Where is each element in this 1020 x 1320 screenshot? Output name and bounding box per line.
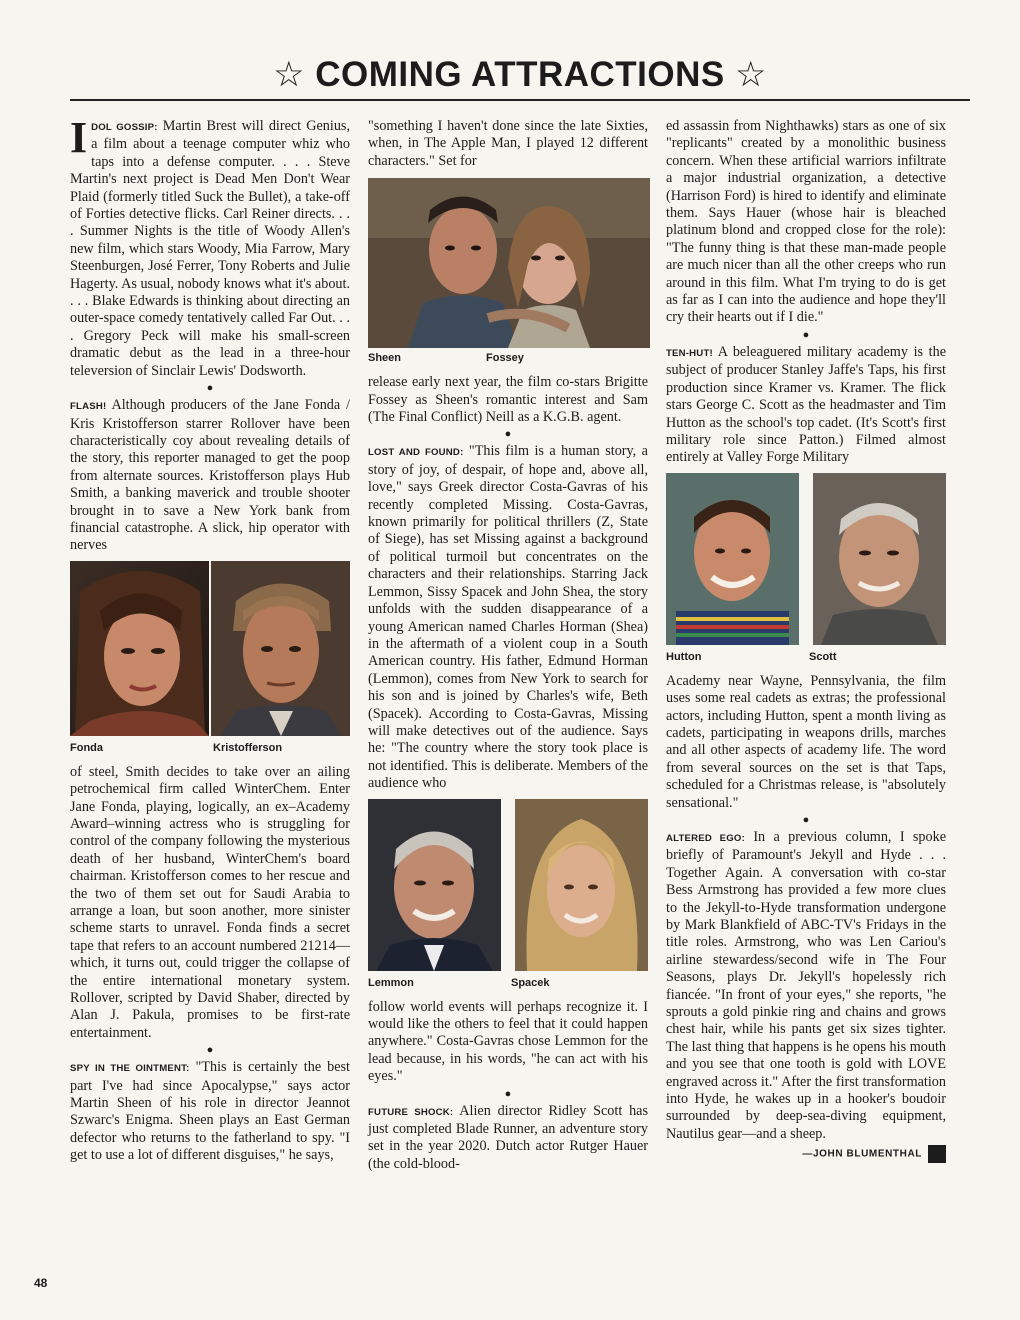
section-label-ten-hut: TEN-HUT! <box>666 347 713 359</box>
section-label-spy: SPY IN THE OINTMENT: <box>70 1063 190 1075</box>
photo-kristofferson <box>211 561 350 736</box>
lost-found-paragraph <box>368 443 648 792</box>
dropcap: I <box>70 113 88 162</box>
caption-row-3 <box>368 975 648 991</box>
fonda-portrait-image <box>70 561 209 736</box>
idol-gossip-paragraph <box>70 113 350 380</box>
masthead <box>70 52 970 100</box>
missing-continued-paragraph: follow world events will perhaps recognize it. I would like the others to feel that it could happen anywhere." Costa-Gavras chose Lemmon for the lead because, in his words, "he can act with his eyes." <box>368 998 648 1085</box>
photo-lemmon <box>368 799 501 971</box>
photo-fonda <box>70 561 209 736</box>
altered-ego-paragraph <box>666 829 946 1143</box>
section-label-flash: FLASH! <box>70 401 107 413</box>
spacek-portrait-image <box>515 799 648 971</box>
title-rule <box>70 99 970 101</box>
caption-spacek: Spacek <box>511 976 550 989</box>
caption-row-1 <box>70 740 350 756</box>
caption-fossey: Fossey <box>486 352 524 365</box>
caption-row-2 <box>368 350 648 366</box>
photo-row-lemmon-spacek <box>368 799 648 971</box>
blade-runner-paragraph: ed assassin from Nighthawks) stars as one of six "replicants" created by a monolithic business concern. When these artificial warriors infiltrate a major industrial organization, a detective (Harrison Ford) is hired to identify and eliminate them. Says Hauer (whose hair is bleached platinum blond and cropped close for the role): "The funny thing is that these man-made people are much nicer than all the other creeps who run around in this film. What I'm trying to do is get as far as I can into the audience and hope they'll cry their hearts out if I die." <box>666 118 946 326</box>
scott-portrait-image <box>813 473 946 645</box>
section-divider-dot: ● <box>206 382 214 395</box>
ten-hut-paragraph <box>666 344 946 467</box>
lost-found-text: "This film is a human story, a story of joy, of despair, of hope and, above all, love," says Greek director Costa-Gavras of his recently completed Missing. Costa-Gavras, known primarily for political thrillers (Z, State of Siege), has set Missing against a background of political turmoil but concentrates on the characters and their relationships. Starring Jack Lemmon, Sissy Spacek and John Shea, the story unfolds with the sudden disappearance of a young American named Charles Horman (Shea) in the aftermath of a violent coup in a South American country. His father, Edmund Horman (Lemmon), comes from New York to search for his son and is joined by Charles's wife, Beth (Spacek). According to Costa-Gavras, Missing will make detectives out of the audience. Says he: "The country where the story took place is not identified. This is deliberate. Members of the audience who <box>368 443 648 792</box>
spy-paragraph <box>70 1059 350 1164</box>
future-shock-paragraph <box>368 1103 648 1174</box>
sheen-continued-paragraph: "something I haven't done since the late Sixties, when, in The Apple Man, I played 12 different characters." Set for <box>368 118 648 169</box>
section-divider-dot: ● <box>802 813 810 826</box>
section-divider-dot: ● <box>802 328 810 341</box>
section-divider-dot: ● <box>504 1087 512 1100</box>
section-label-lost-found: LOST AND FOUND: <box>368 447 464 459</box>
altered-ego-text: In a previous column, I spoke briefly of Paramount's Jekyll and Hyde . . . Together Again. A conversation with co-star Bess Armstrong has provided a few more clues to the Jekyll-to-Hyde transformation undergone by Mark Blankfield of ABC-TV's Fridays in the title roles. Armstrong, who was Len Cariou's airline stewardess/second wife in The Four Seasons, plays Dr. Jekyll's hopelessly rich fiancée. "In front of your eyes," she reports, "he sprouts a gold pinkie ring and chains and grows chest hair, while his pants get six sizes tighter. The last thing that happens is he opens his mouth and you see that one tooth is gold with LOVE engraved across it." After the first transformation into Hyde, he wakes up in a hooker's boudoir surrounded by deep-sea-diving equipment, Nautilus gear—and a sheep. <box>666 828 946 1142</box>
photo-row-hutton-scott <box>666 473 946 645</box>
byline <box>666 1145 946 1163</box>
idol-gossip-text: Martin Brest will direct Genius, a film about a teenage computer whiz who taps into a defense computer. . . . Steve Martin's next project is Dead Men Don't Wear Plaid (formerly titled Suck the Bullet), a take-off of Forties detective flicks. Carl Reiner directs. . . . Summer Nights is the title of Woody Allen's new film, which stars Woody, Mia Farrow, Mary Steenburgen, José Ferrer, Tony Roberts and Julie Hagerty. As usual, nobody knows what it's about. . . . Blake Edwards is thinking about directing an outer-space comedy tentatively called Far Out. . . . Gregory Peck will make his small-screen dramatic debut as the lead in a three-hour televersion of Sinclair Lewis' Dodsworth. <box>70 118 350 379</box>
section-divider-dot: ● <box>206 1044 214 1057</box>
sheen-fossey-image <box>368 178 650 348</box>
section-label-future-shock: FUTURE SHOCK: <box>368 1106 454 1118</box>
future-shock-text: Alien director Ridley Scott has just completed Blade Runner, an adventure story set in the year 2020. Dutch actor Rutger Hauer (the cold-blood- <box>368 1102 648 1172</box>
column-1 <box>70 113 351 1165</box>
photo-row-fonda-kristofferson <box>70 561 350 736</box>
section-label-idol-gossip: DOL GOSSIP: <box>91 122 158 133</box>
kristofferson-portrait-image <box>211 561 350 736</box>
column-3 <box>666 118 946 1163</box>
lemmon-portrait-image <box>368 799 501 971</box>
page-title: ☆ COMING ATTRACTIONS ☆ <box>273 55 767 94</box>
flash-paragraph <box>70 397 350 555</box>
photo-scott <box>813 473 946 645</box>
spy-text: "This is certainly the best part I've had since Apocalypse," says actor Martin Sheen of his role in director Jeannot Szwarc's Enigma. Sheen plays an East German defector who returns to the fatherland to spy. "I get to use a lot of different disguises," he says, <box>70 1059 351 1164</box>
column-2 <box>368 118 648 1173</box>
enigma-paragraph: release early next year, the film co-stars Brigitte Fossey as Sheen's romantic interest and Sam (The Final Conflict) Neill as a K.G.B. agent. <box>368 374 648 426</box>
caption-row-4 <box>666 649 946 665</box>
section-divider-dot: ● <box>504 428 512 441</box>
caption-hutton: Hutton <box>666 650 702 663</box>
end-mark-icon <box>928 1145 946 1163</box>
ten-hut-text: A beleaguered military academy is the subject of producer Stanley Jaffe's Taps, his first production since Kramer vs. Kramer. The flick stars George C. Scott as the headmaster and Tim Hutton as the school's top cadet. (It's Scott's first military role since Patton.) Filmed almost entirely at Valley Forge Military <box>666 343 946 466</box>
caption-kristofferson: Kristofferson <box>213 741 283 754</box>
caption-lemmon: Lemmon <box>368 976 414 989</box>
photo-spacek <box>515 799 648 971</box>
caption-scott: Scott <box>809 650 837 663</box>
taps-paragraph: Academy near Wayne, Pennsylvania, the film uses some real cadets as extras; the professional actors, including Hutton, spent a month living as cadets, participating in weapons drills, marches and all other aspects of academy life. The word from several sources on the set is that Taps, scheduled for a Christmas release, is "absolutely sensational." <box>666 672 946 811</box>
caption-sheen: Sheen <box>368 352 402 365</box>
byline-text: —JOHN BLUMENTHAL <box>802 1148 922 1160</box>
page-number: 48 <box>34 1276 48 1290</box>
rollover-paragraph: of steel, Smith decides to take over an ailing petrochemical firm called WinterChem. Enter Jane Fonda, playing, logically, an ex–Academy Award–winning actress who is struggling for control of the company following the mysterious death of her husband, WinterChem's board chairman. Kristofferson comes to her rescue and the two of them set out for Saudi Arabia to arrange a loan, but soon another, more sinister scheme starts to unravel. Fonda finds a secret tape that refers to an account numbered 21214—which, it turns out, could trigger the collapse of the entire international monetary system. Rollover, scripted by David Shaber, directed by Alan J. Pakula, promises to be first-rate entertainment. <box>70 763 350 1041</box>
flash-text: Although producers of the Jane Fonda / Kris Kristofferson starrer Rollover have been characteristically coy about revealing details of the story, this reporter managed to get the poop from alternate sources. Kristofferson plays Hub Smith, a banking maverick and trouble shooter brought in to save a New York bank from financial catastrophe. A slick, hip operator with nerves <box>70 397 350 554</box>
hutton-portrait-image <box>666 473 799 645</box>
photo-hutton <box>666 473 799 645</box>
caption-fonda: Fonda <box>70 741 103 754</box>
section-label-altered-ego: ALTERED EGO: <box>666 832 745 844</box>
photo-sheen-fossey <box>368 178 650 348</box>
